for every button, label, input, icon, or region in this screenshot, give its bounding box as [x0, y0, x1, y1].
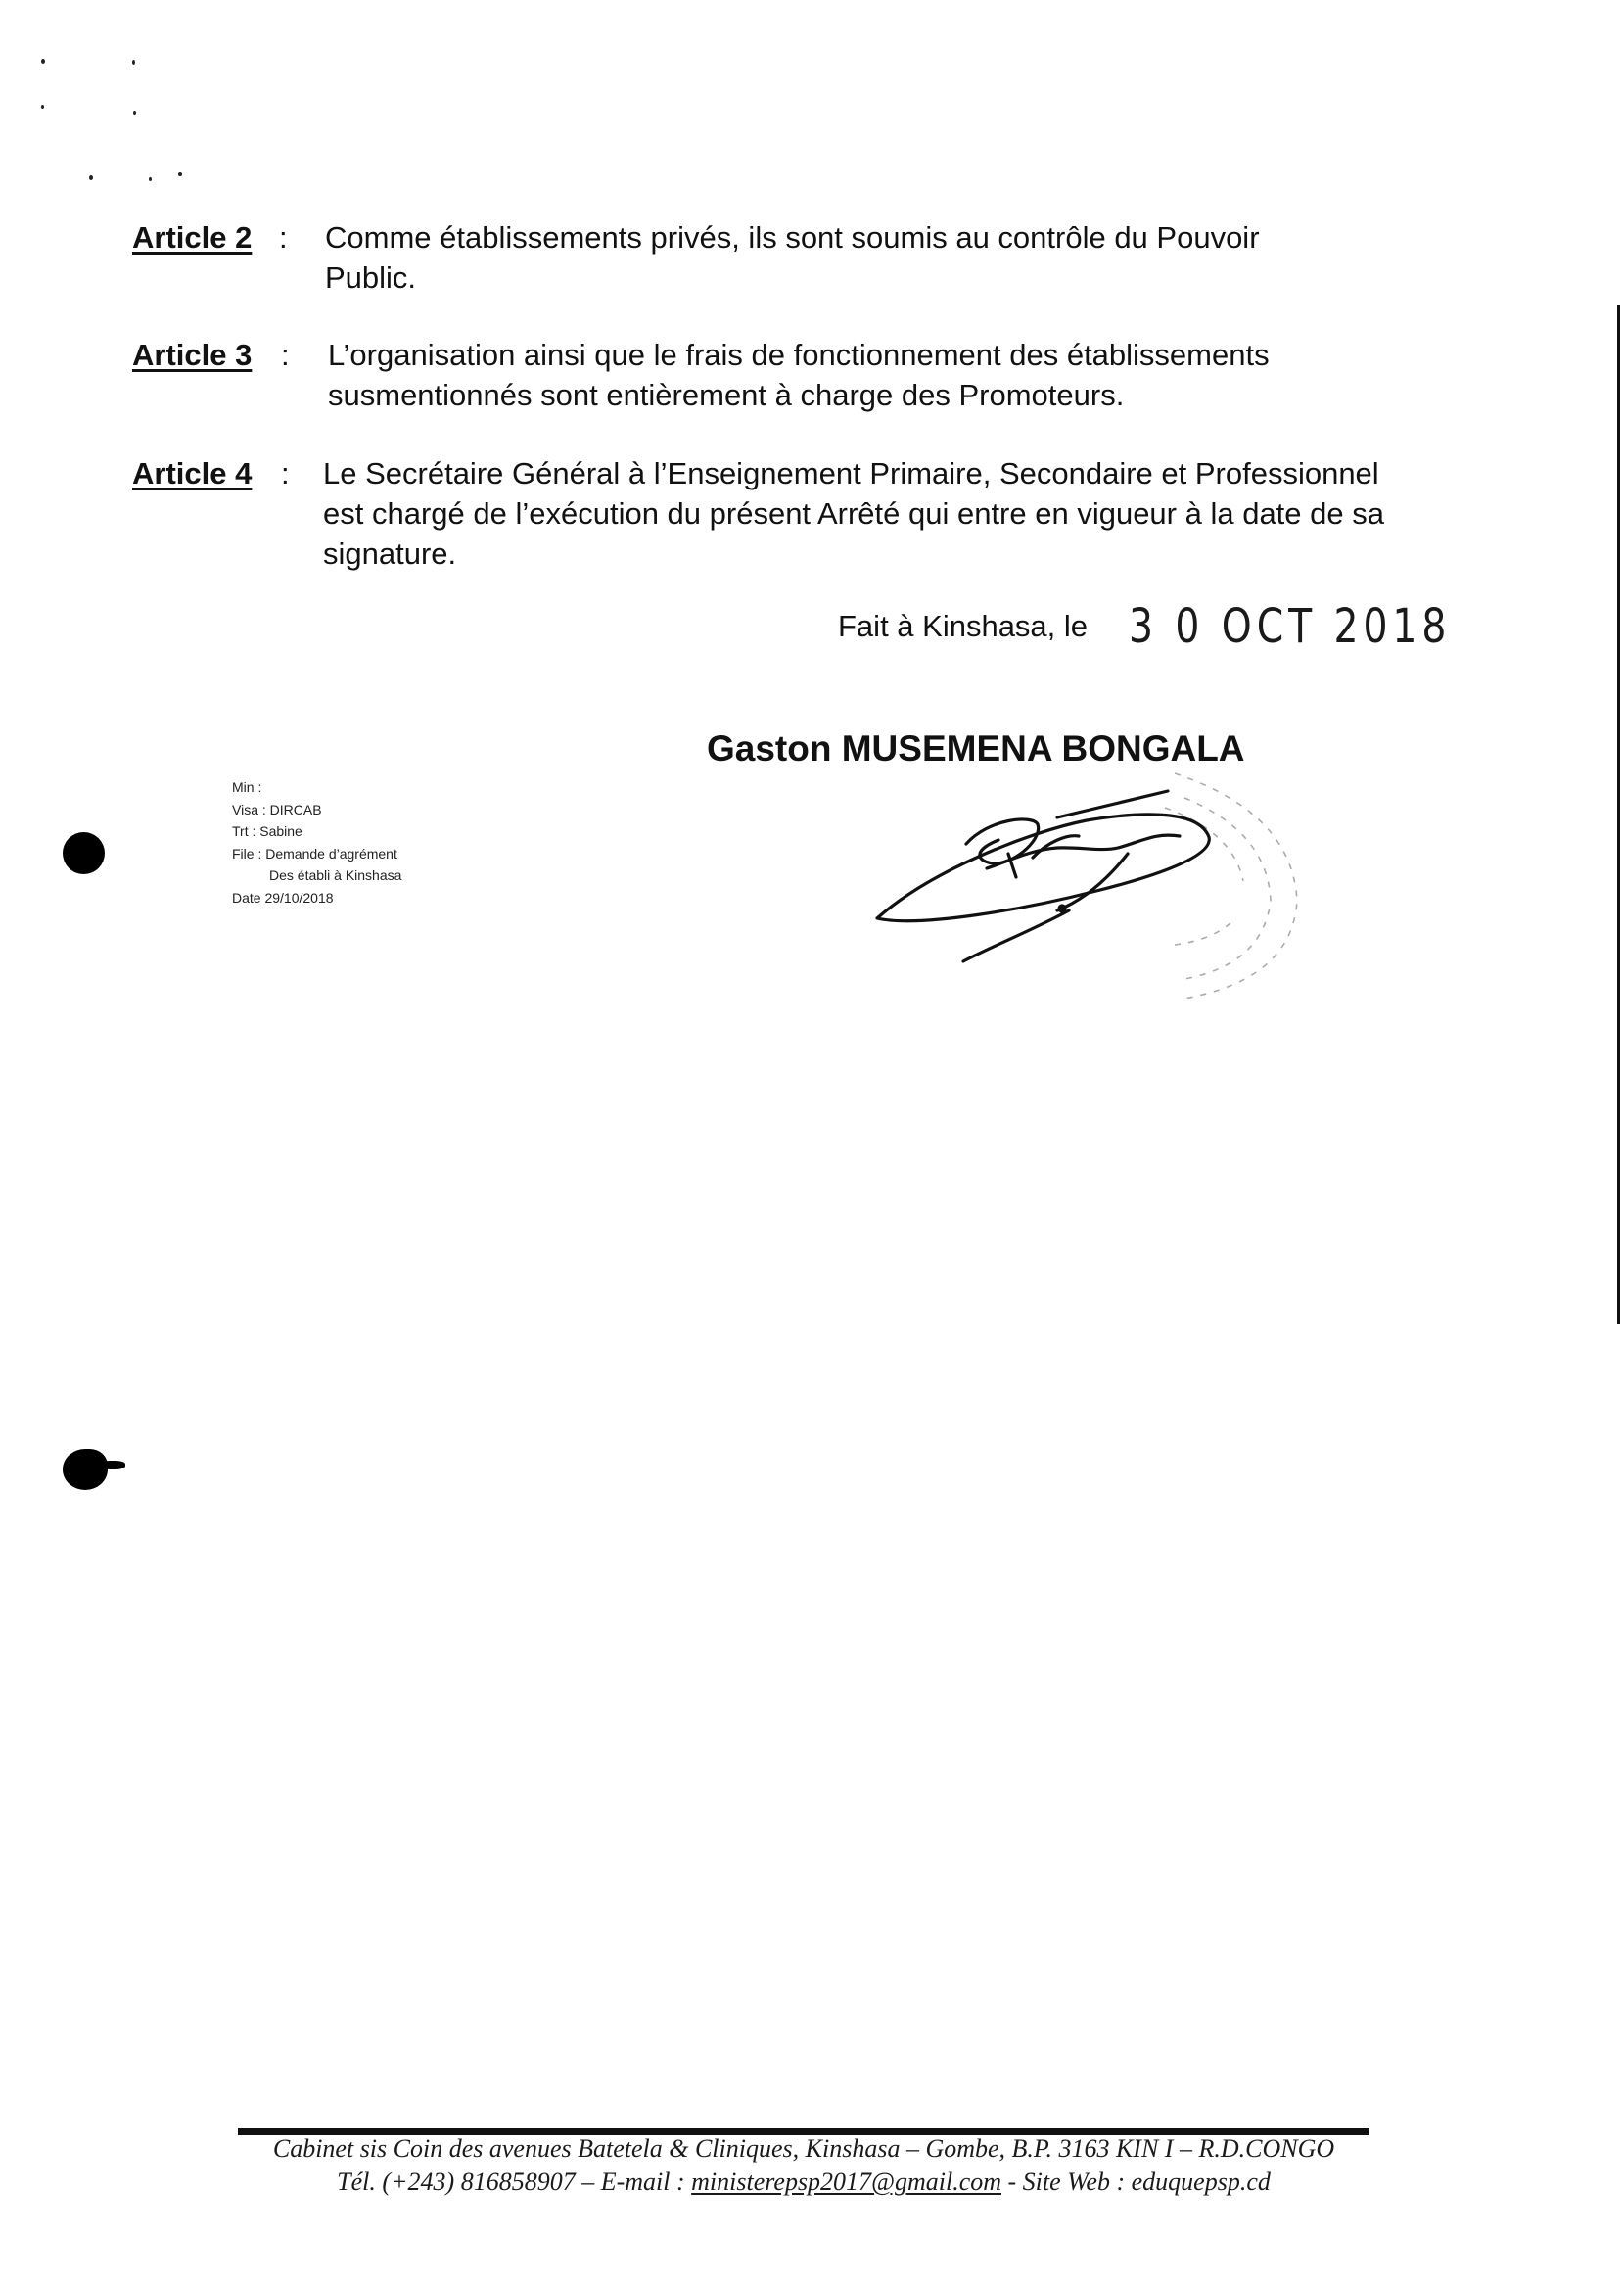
scan-speck [178, 172, 182, 176]
ref-min: Min : [232, 779, 262, 795]
article-3-label: Article 3 [132, 338, 253, 372]
scan-speck [41, 105, 44, 109]
ref-visa: Visa : DIRCAB [232, 801, 322, 817]
ref-file-continued: Des établi à Kinshasa [269, 867, 402, 883]
footer-contact [238, 2167, 1369, 2197]
footer-address: Cabinet sis Coin des avenues Batetela & Cliniques, Kinshasa – Gombe, B.P. 3163 KIN I – R.D.CONGO [272, 2134, 1335, 2163]
ref-file: File : Demande d’agrément [232, 845, 397, 862]
punch-hole-notch [100, 1461, 125, 1469]
punch-hole [63, 832, 105, 874]
article-4-colon: : [281, 456, 290, 490]
article-4-text: Le Secrétaire Général à l’Enseignement Primaire, Secondaire et Professionnel est chargé de l’exécution du présent Arrêté qui entre en vigueur à la date de sa signature. [323, 456, 1384, 571]
article-2-colon: : [279, 220, 288, 255]
scan-speck [89, 175, 93, 180]
scan-speck [41, 59, 45, 64]
reference-block [232, 776, 401, 909]
footer-email-link[interactable]: ministerepsp2017@gmail.com [691, 2167, 1002, 2196]
scan-speck [149, 177, 152, 181]
scan-edge-line [1617, 305, 1620, 1324]
footer-site: - Site Web : eduquepsp.cd [1001, 2167, 1271, 2196]
scan-speck [133, 111, 136, 115]
article-4-label: Article 4 [132, 456, 253, 490]
signatory-name: Gaston MUSEMENA BONGALA [707, 728, 1245, 769]
ref-date: Date 29/10/2018 [232, 889, 334, 906]
date-stamp: 3 0 OCT 2018 [1129, 599, 1452, 654]
article-3-colon: : [281, 338, 290, 372]
signature-image [861, 754, 1370, 999]
article-2-label: Article 2 [132, 220, 253, 255]
place-line: Fait à Kinshasa, le [838, 609, 1089, 643]
punch-hole [63, 1449, 108, 1490]
footer-tel: Tél. (+243) 816858907 – E-mail : [337, 2167, 692, 2196]
ref-trt: Trt : Sabine [232, 823, 302, 839]
article-3-text: L’organisation ainsi que le frais de fonctionnement des établissements susmentionnés sont entièrement à charge des Promoteurs. [328, 338, 1270, 412]
article-2-text: Comme établissements privés, ils sont soumis au contrôle du Pouvoir Public. [325, 220, 1260, 295]
scan-speck [132, 60, 135, 65]
